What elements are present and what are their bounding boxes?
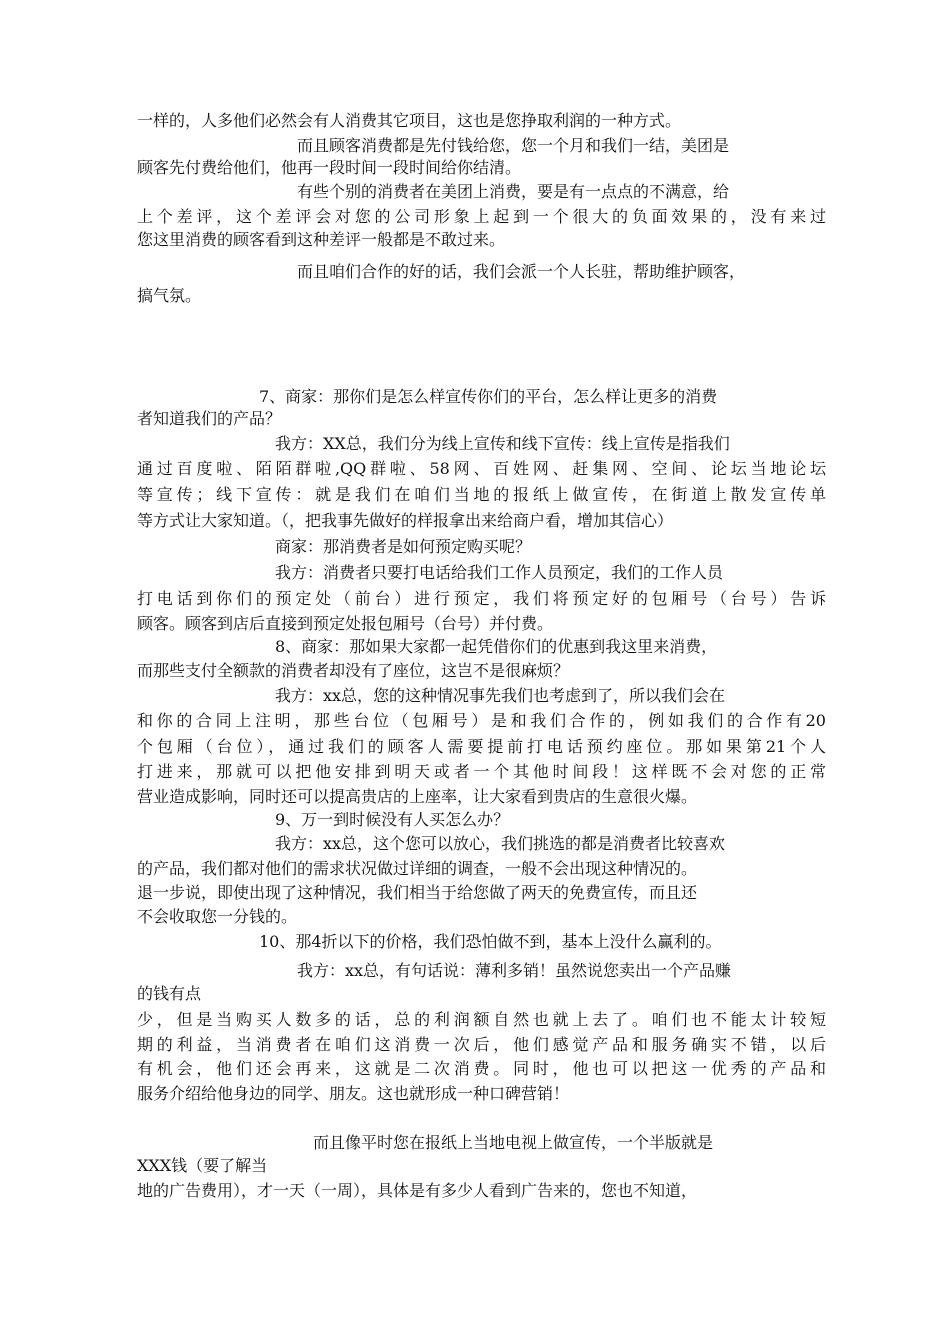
text-line: 通过百度啦、陌陌群啦,QQ群啦、58网、百姓网、赶集网、空间、论坛当地论坛 — [137, 459, 826, 478]
text-line: 我方：XX总，我们分为线上宣传和线下宣传：线上宣传是指我们 — [275, 434, 730, 453]
text-line: 退一步说，即使出现了这种情况，我们相当于给您做了两天的免费宣传，而且还 — [137, 883, 698, 902]
text-line: 7、商家：那你们是怎么样宣传你们的平台，怎么样让更多的消费 — [259, 387, 718, 406]
text-line: 搞气氛。 — [137, 286, 202, 305]
text-line: 服务介绍给他身边的同学、朋友。这也就形成一种口碑营销！ — [137, 1084, 570, 1103]
text-line: 打进来，那就可以把他安排到明天或者一个其他时间段！这样既不会对您的正常 — [137, 762, 826, 781]
text-line: 您这里消费的顾客看到这种差评一般都是不敢过来。 — [137, 230, 506, 249]
text-line: 我方：消费者只要打电话给我们工作人员预定，我们的工作人员 — [275, 563, 724, 582]
text-line: 商家：那消费者是如何预定购买呢？ — [275, 537, 532, 556]
text-line: 打电话到你们的预定处（前台）进行预定，我们将预定好的包厢号（台号）告诉 — [137, 589, 826, 608]
text-line: 地的广告费用），才一天（一周），具体是有多少人看到广告来的，您也不知道， — [137, 1181, 698, 1200]
text-line: 不会收取您一分钱的。 — [137, 907, 298, 926]
text-line: 少，但是当购买人数多的话，总的利润额自然也就上去了。咱们也不能太计较短 — [137, 1010, 826, 1029]
text-line: 等方式让大家知道。（，把我事先做好的样报拿出来给商户看，增加其信心） — [137, 511, 674, 530]
text-line: 上个差评，这个差评会对您的公司形象上起到一个很大的负面效果的，没有来过 — [137, 207, 826, 226]
text-line: 的钱有点 — [137, 984, 202, 1003]
text-line: 而且咱们合作的好的话，我们会派一个人长驻，帮助维护顾客， — [297, 262, 746, 281]
text-line: 和你的合同上注明，那些台位（包厢号）是和我们合作的，例如我们的合作有20 — [137, 711, 826, 730]
text-line: 有些个别的消费者在美团上消费，要是有一点点的不满意，给 — [297, 182, 730, 201]
text-line: 营业造成影响，同时还可以提高贵店的上座率，让大家看到贵店的生意很火爆。 — [137, 787, 698, 806]
text-line: 8、商家：那如果大家都一起凭借你们的优惠到我这里来消费， — [275, 637, 718, 656]
text-line: 10、那4折以下的价格，我们恐怕做不到，基本上没什么赢利的。 — [259, 932, 722, 951]
text-line: 有机会，他们还会再来，这就是二次消费。同时，他也可以把这一优秀的产品和 — [137, 1059, 826, 1078]
text-line: 一样的，人多他们必然会有人消费其它项目，这也是您挣取利润的一种方式。 — [137, 111, 682, 130]
text-line: 顾客先付费给他们，他再一段时间一段时间给你结清。 — [137, 158, 522, 177]
text-line: 者知道我们的产品？ — [137, 409, 282, 428]
text-line: 而那些支付全额款的消费者却没有了座位，这岂不是很麻烦？ — [137, 661, 570, 680]
text-line: 顾客。顾客到店后直接到预定处报包厢号（台号）并付费。 — [137, 614, 554, 633]
text-line: XXX钱（要了解当 — [137, 1156, 268, 1175]
text-line: 9、万一到时候没有人买怎么办？ — [275, 810, 510, 829]
text-line: 个包厢（台位），通过我们的顾客人需要提前打电话预约座位。那如果第21个人 — [137, 737, 826, 756]
text-line: 而且顾客消费都是先付钱给您，您一个月和我们一结，美团是 — [297, 136, 730, 155]
text-line: 而且像平时您在报纸上当地电视上做宣传，一个半版就是 — [313, 1133, 714, 1152]
text-line: 我方：xx总，您的这种情况事先我们也考虑到了，所以我们会在 — [275, 686, 726, 705]
text-line: 我方：xx总，这个您可以放心，我们挑选的都是消费者比较喜欢 — [275, 834, 726, 853]
text-line: 我方：xx总，有句话说：薄利多销！虽然说您卖出一个产品赚 — [297, 961, 732, 980]
text-line: 的产品，我们都对他们的需求状况做过详细的调查，一般不会出现这种情况的。 — [137, 859, 698, 878]
text-line: 期的利益，当消费者在咱们这消费一次后，他们感觉产品和服务确实不错，以后 — [137, 1035, 826, 1054]
text-line: 等宣传；线下宣传：就是我们在咱们当地的报纸上做宣传，在街道上散发宣传单 — [137, 485, 826, 504]
